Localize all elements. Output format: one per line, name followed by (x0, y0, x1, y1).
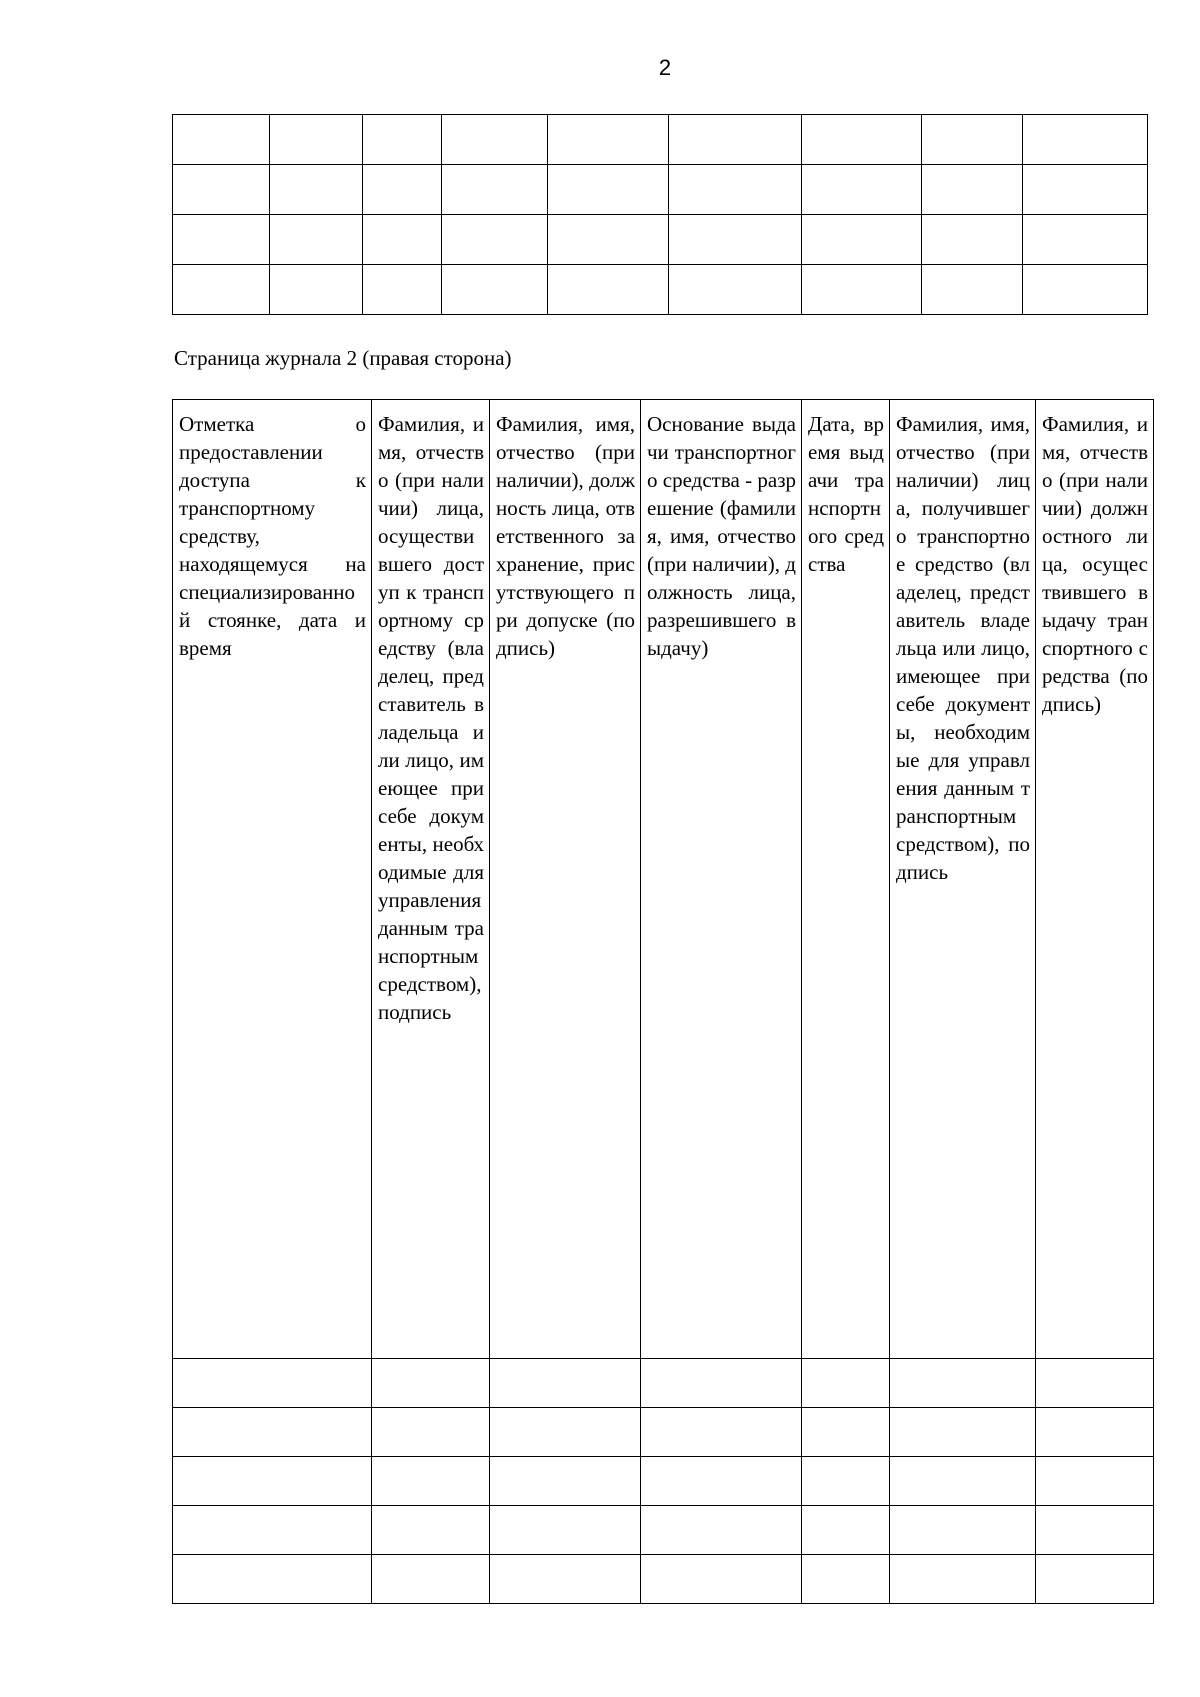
table-cell (802, 1359, 890, 1408)
page-number: 2 (658, 55, 672, 80)
journal-table-row (173, 1457, 1154, 1506)
table-cell (1036, 1359, 1154, 1408)
table-cell (363, 165, 442, 215)
table-cell (173, 1359, 372, 1408)
table-cell (173, 265, 270, 315)
table-cell (363, 115, 442, 165)
journal-header-access-mark: Отметка о предоставлении доступа к транспортному средству, находящемуся на специализированной стоянке, дата и время (173, 400, 372, 1359)
table-cell (1023, 165, 1148, 215)
table-cell (669, 215, 802, 265)
journal-header-custodian-name: Фамилия, имя, отчество (при наличии), должность лица, ответственного за хранение, присутствующего при допуске (подпись) (490, 400, 641, 1359)
table-cell (802, 1457, 890, 1506)
table-cell (363, 215, 442, 265)
table-cell (548, 115, 669, 165)
journal-header-issuing-official: Фамилия, имя, отчество (при наличии) должностного лица, осуществившего выдачу транспортного средства (подпись) (1036, 400, 1154, 1359)
table-cell (363, 265, 442, 315)
journal-header-row (173, 400, 1154, 1359)
table-cell (173, 1506, 372, 1555)
journal-table-row (173, 1555, 1154, 1604)
table-cell (173, 115, 270, 165)
table-cell (922, 215, 1023, 265)
journal-header-release-basis: Основание выдачи транспортного средства - разрешение (фамилия, имя, отчество (при наличии), должность лица, разрешившего выдачу) (641, 400, 802, 1359)
table-cell (890, 1359, 1036, 1408)
table-cell (490, 1408, 641, 1457)
table-cell (802, 265, 922, 315)
table-cell (802, 1506, 890, 1555)
continuation-table-row (173, 265, 1148, 315)
table-cell (490, 1457, 641, 1506)
table-cell (173, 1555, 372, 1604)
continuation-table-body (173, 115, 1148, 315)
table-cell (669, 265, 802, 315)
table-cell (641, 1506, 802, 1555)
continuation-table-row (173, 215, 1148, 265)
continuation-table (172, 114, 1148, 315)
table-cell (270, 115, 363, 165)
table-cell (548, 215, 669, 265)
table-cell (173, 1457, 372, 1506)
table-cell (669, 165, 802, 215)
table-cell (641, 1555, 802, 1604)
table-cell (372, 1457, 490, 1506)
table-cell (270, 265, 363, 315)
table-cell (1023, 215, 1148, 265)
table-cell (173, 165, 270, 215)
journal-table (172, 399, 1154, 1604)
table-cell (922, 115, 1023, 165)
table-cell (641, 1359, 802, 1408)
table-cell (372, 1555, 490, 1604)
table-cell (490, 1359, 641, 1408)
table-cell (641, 1457, 802, 1506)
journal-page-caption: Страница журнала 2 (правая сторона) (174, 346, 512, 370)
table-cell (442, 265, 548, 315)
table-cell (802, 165, 922, 215)
table-cell (669, 115, 802, 165)
table-cell (1036, 1408, 1154, 1457)
journal-table-body (173, 1359, 1154, 1604)
table-cell (890, 1555, 1036, 1604)
journal-table-row (173, 1408, 1154, 1457)
table-cell (548, 165, 669, 215)
table-cell (890, 1457, 1036, 1506)
journal-header-accessor-name: Фамилия, имя, отчество (при наличии) лица, осуществившего доступ к транспортному средству (владелец, представитель владельца или лицо, имеющее при себе документы, необходимые для управления данным транспортным средством), подпись (372, 400, 490, 1359)
table-cell (1023, 115, 1148, 165)
table-cell (173, 1408, 372, 1457)
table-cell (372, 1506, 490, 1555)
table-cell (270, 165, 363, 215)
table-cell (890, 1506, 1036, 1555)
table-cell (1023, 265, 1148, 315)
table-cell (922, 265, 1023, 315)
journal-header-recipient-name: Фамилия, имя, отчество (при наличии) лица, получившего транспортное средство (владелец, представитель владельца или лицо, имеющее при себе документы, необходимые для управления данным транспортным средством), подпись (890, 400, 1036, 1359)
table-cell (270, 215, 363, 265)
journal-table-row (173, 1359, 1154, 1408)
table-cell (1036, 1457, 1154, 1506)
table-cell (442, 115, 548, 165)
table-cell (490, 1506, 641, 1555)
table-cell (1036, 1555, 1154, 1604)
table-cell (802, 115, 922, 165)
table-cell (641, 1408, 802, 1457)
continuation-table-row (173, 165, 1148, 215)
journal-table-row (173, 1506, 1154, 1555)
table-cell (372, 1359, 490, 1408)
table-cell (890, 1408, 1036, 1457)
table-cell (802, 1555, 890, 1604)
table-cell (922, 165, 1023, 215)
table-cell (802, 215, 922, 265)
table-cell (802, 1408, 890, 1457)
journal-header-release-datetime: Дата, время выдачи транспортного средства (802, 400, 890, 1359)
table-cell (442, 165, 548, 215)
table-cell (548, 265, 669, 315)
table-cell (1036, 1506, 1154, 1555)
table-cell (490, 1555, 641, 1604)
table-cell (442, 215, 548, 265)
table-cell (173, 215, 270, 265)
table-cell (372, 1408, 490, 1457)
continuation-table-row (173, 115, 1148, 165)
